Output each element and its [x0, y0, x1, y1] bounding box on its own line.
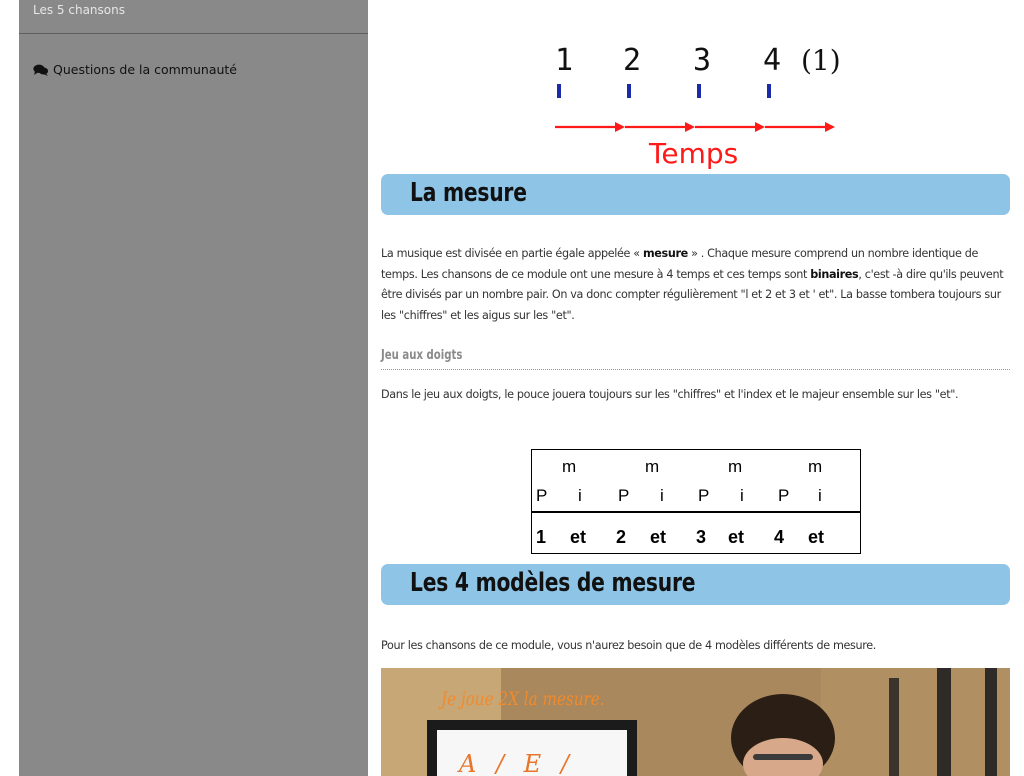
modeles-paragraph: Pour les chansons de ce module, vous n'aurez besoin que de 4 modèles différents de mesure.	[381, 639, 877, 652]
mesure-text-2: » . Chaque mesure comprend un nombre identique de temps. Les chansons de ce module ont une mesure à 4 temps et ces temps sont	[381, 247, 979, 281]
fingering-table	[531, 449, 861, 554]
count-4: 4	[774, 527, 785, 547]
count-2: 2	[616, 527, 627, 547]
comments-icon	[33, 64, 49, 76]
sidebar-item-label: Questions de la communauté	[53, 62, 237, 77]
subsection-title: Jeu aux doigts	[381, 348, 463, 363]
doigts-paragraph: Dans le jeu aux doigts, le pouce jouera toujours sur les "chiffres" et l'index et le majeur ensemble sur les "et".	[381, 388, 959, 401]
section-header-la-mesure	[381, 174, 1010, 215]
beat-tick-1	[557, 84, 561, 98]
binaires-bold: binaires	[810, 267, 859, 281]
finger-i-1: i	[578, 486, 582, 505]
finger-p-3: P	[698, 486, 710, 505]
count-et-3: et	[728, 527, 745, 547]
beat-number-3: 3	[693, 43, 712, 78]
finger-p-2: P	[618, 486, 630, 505]
finger-i-4: i	[818, 486, 822, 505]
count-3: 3	[696, 527, 707, 547]
count-et-2: et	[650, 527, 667, 547]
finger-i-2: i	[660, 486, 664, 505]
lesson-video[interactable]	[381, 668, 1010, 776]
beats-diagram	[551, 40, 871, 170]
sidebar-item-les-5-chansons[interactable]: Les 5 chansons	[33, 3, 125, 17]
mesure-bold: mesure	[642, 247, 688, 260]
finger-m-2: m	[645, 457, 660, 476]
main-content	[381, 0, 1010, 776]
beat-tick-4	[767, 84, 771, 98]
count-et-1: et	[570, 527, 587, 547]
mesure-paragraph	[381, 244, 1010, 326]
beat-tick-2	[627, 84, 631, 98]
sidebar	[19, 0, 368, 776]
count-1: 1	[536, 527, 547, 547]
beat-number-4: 4	[763, 43, 782, 78]
video-overlay-text: Je joue 2X la mesure.	[441, 688, 605, 710]
mesure-text-3: , c'est -à dire qu'ils peuvent être divisés par un nombre pair. On va donc compter régulièrement "l et 2 et 3 et ' et". La basse tombera toujours sur les "chiffres" et les aigus sur les "et".	[381, 267, 1004, 322]
finger-m-1: m	[562, 457, 577, 476]
section-title: La mesure	[410, 178, 527, 208]
finger-p-1: P	[536, 486, 548, 505]
table-divider	[532, 511, 860, 513]
section-title: Les 4 modèles de mesure	[410, 568, 696, 598]
beat-arrows	[555, 122, 835, 132]
beat-number-1: 1	[555, 43, 574, 78]
count-et-4: et	[808, 527, 825, 547]
finger-m-3: m	[728, 457, 743, 476]
sidebar-item-community-questions[interactable]	[33, 62, 237, 77]
video-board-text: A / E /	[459, 750, 575, 776]
sidebar-divider	[19, 33, 368, 34]
temps-label: Temps	[649, 137, 739, 170]
finger-m-4: m	[808, 457, 823, 476]
finger-i-3: i	[740, 486, 744, 505]
mesure-text-1: La musique est divisée en partie égale appelée «	[381, 247, 643, 260]
finger-p-4: P	[778, 486, 790, 505]
section-header-les-4-modeles	[381, 564, 1010, 605]
beat-number-2: 2	[623, 43, 642, 78]
beat-tick-3	[697, 84, 701, 98]
subsection-header-jeu-aux-doigts	[381, 344, 1010, 370]
beat-number-repeat: (1)	[801, 44, 841, 77]
